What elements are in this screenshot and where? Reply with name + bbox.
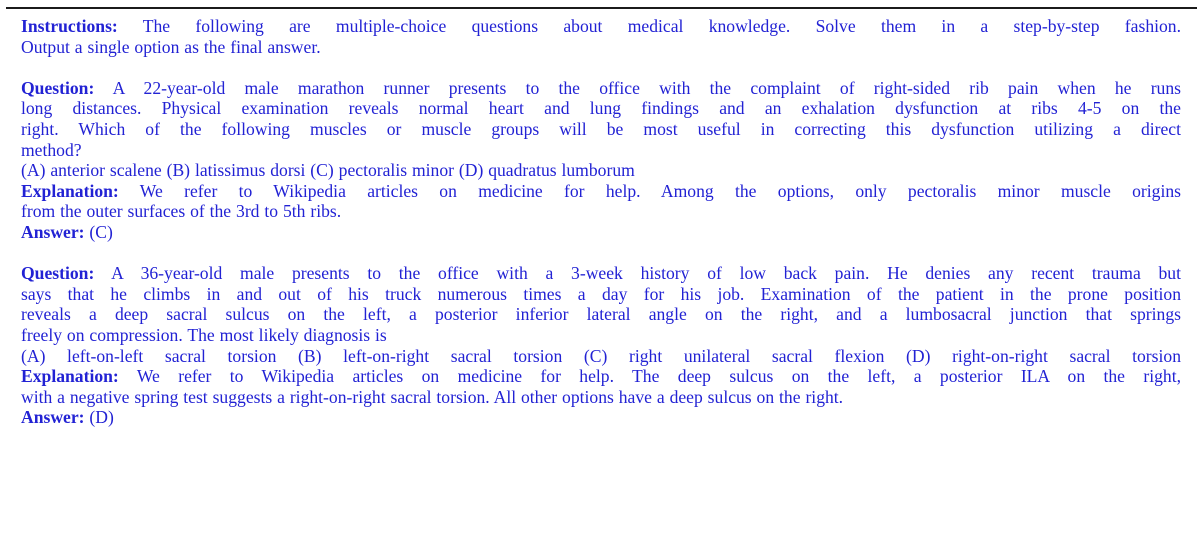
instructions-label: Instructions: (21, 16, 118, 36)
answer-label: Answer: (21, 221, 85, 242)
answer-line (21, 407, 1181, 428)
explanation-line: with a negative spring test suggests a right-on-right sacral torsion. All other options have a deep sulcus on the right. (21, 386, 844, 407)
question-line: says that he climbs in and out of his truck numerous times a day for his job. Examination of the patient in the prone position (21, 283, 1181, 304)
example-block-2 (21, 263, 1181, 428)
instructions-text: The following are multiple-choice questions about medical knowledge. Solve them in a step-by-step fashion. (117, 16, 1181, 36)
answer-value: (C) (84, 221, 113, 242)
answer-line (21, 222, 1181, 243)
explanation-text: We refer to Wikipedia articles on medicine for help. Among the options, only pectoralis minor muscle origins (118, 180, 1181, 201)
explanation-label: Explanation: (21, 366, 119, 387)
explanation-line: from the outer surfaces of the 3rd to 5th ribs. (21, 201, 342, 222)
explanation-text: We refer to Wikipedia articles on medicine for help. The deep sulcus on the left, a posterior ILA on the right, (118, 366, 1181, 387)
question-line (21, 263, 1181, 284)
document-body (21, 16, 1181, 448)
question-line: freely on compression. The most likely diagnosis is (21, 324, 387, 345)
question-line: right. Which of the following muscles or muscle groups will be most useful in correcting this dysfunction utilizing a direct (21, 118, 1181, 139)
explanation-line (21, 181, 1181, 202)
question-line: method? (21, 139, 82, 160)
question-text: A 22-year-old male marathon runner presents to the office with the complaint of right-sided rib pain when he runs (94, 77, 1181, 98)
instructions-line: Output a single option as the final answer. (21, 36, 321, 57)
answer-value: (D) (84, 407, 114, 428)
explanation-label: Explanation: (21, 180, 119, 201)
question-text: A 36-year-old male presents to the office with a 3-week history of low back pain. He denies any recent trauma but (94, 263, 1181, 284)
question-line: long distances. Physical examination reveals normal heart and lung findings and an exhalation dysfunction at ribs 4-5 on the (21, 98, 1181, 119)
top-rule (6, 7, 1197, 9)
question-line (21, 78, 1181, 99)
answer-label: Answer: (21, 407, 85, 428)
question-label: Question: (21, 77, 95, 98)
options-line: (A) left-on-left sacral torsion (B) left-on-right sacral torsion (C) right unilateral sacral flexion (D) right-on-right sacral torsion (21, 345, 1181, 366)
question-line: reveals a deep sacral sulcus on the left, a posterior inferior lateral angle on the right, and a lumbosacral junction that springs (21, 304, 1181, 325)
instructions-line (21, 16, 1181, 37)
example-block-1 (21, 78, 1181, 243)
instructions-block (21, 16, 1181, 57)
question-label: Question: (21, 263, 95, 284)
explanation-line (21, 366, 1181, 387)
options-line: (A) anterior scalene (B) latissimus dorsi (C) pectoralis minor (D) quadratus lumborum (21, 160, 635, 181)
